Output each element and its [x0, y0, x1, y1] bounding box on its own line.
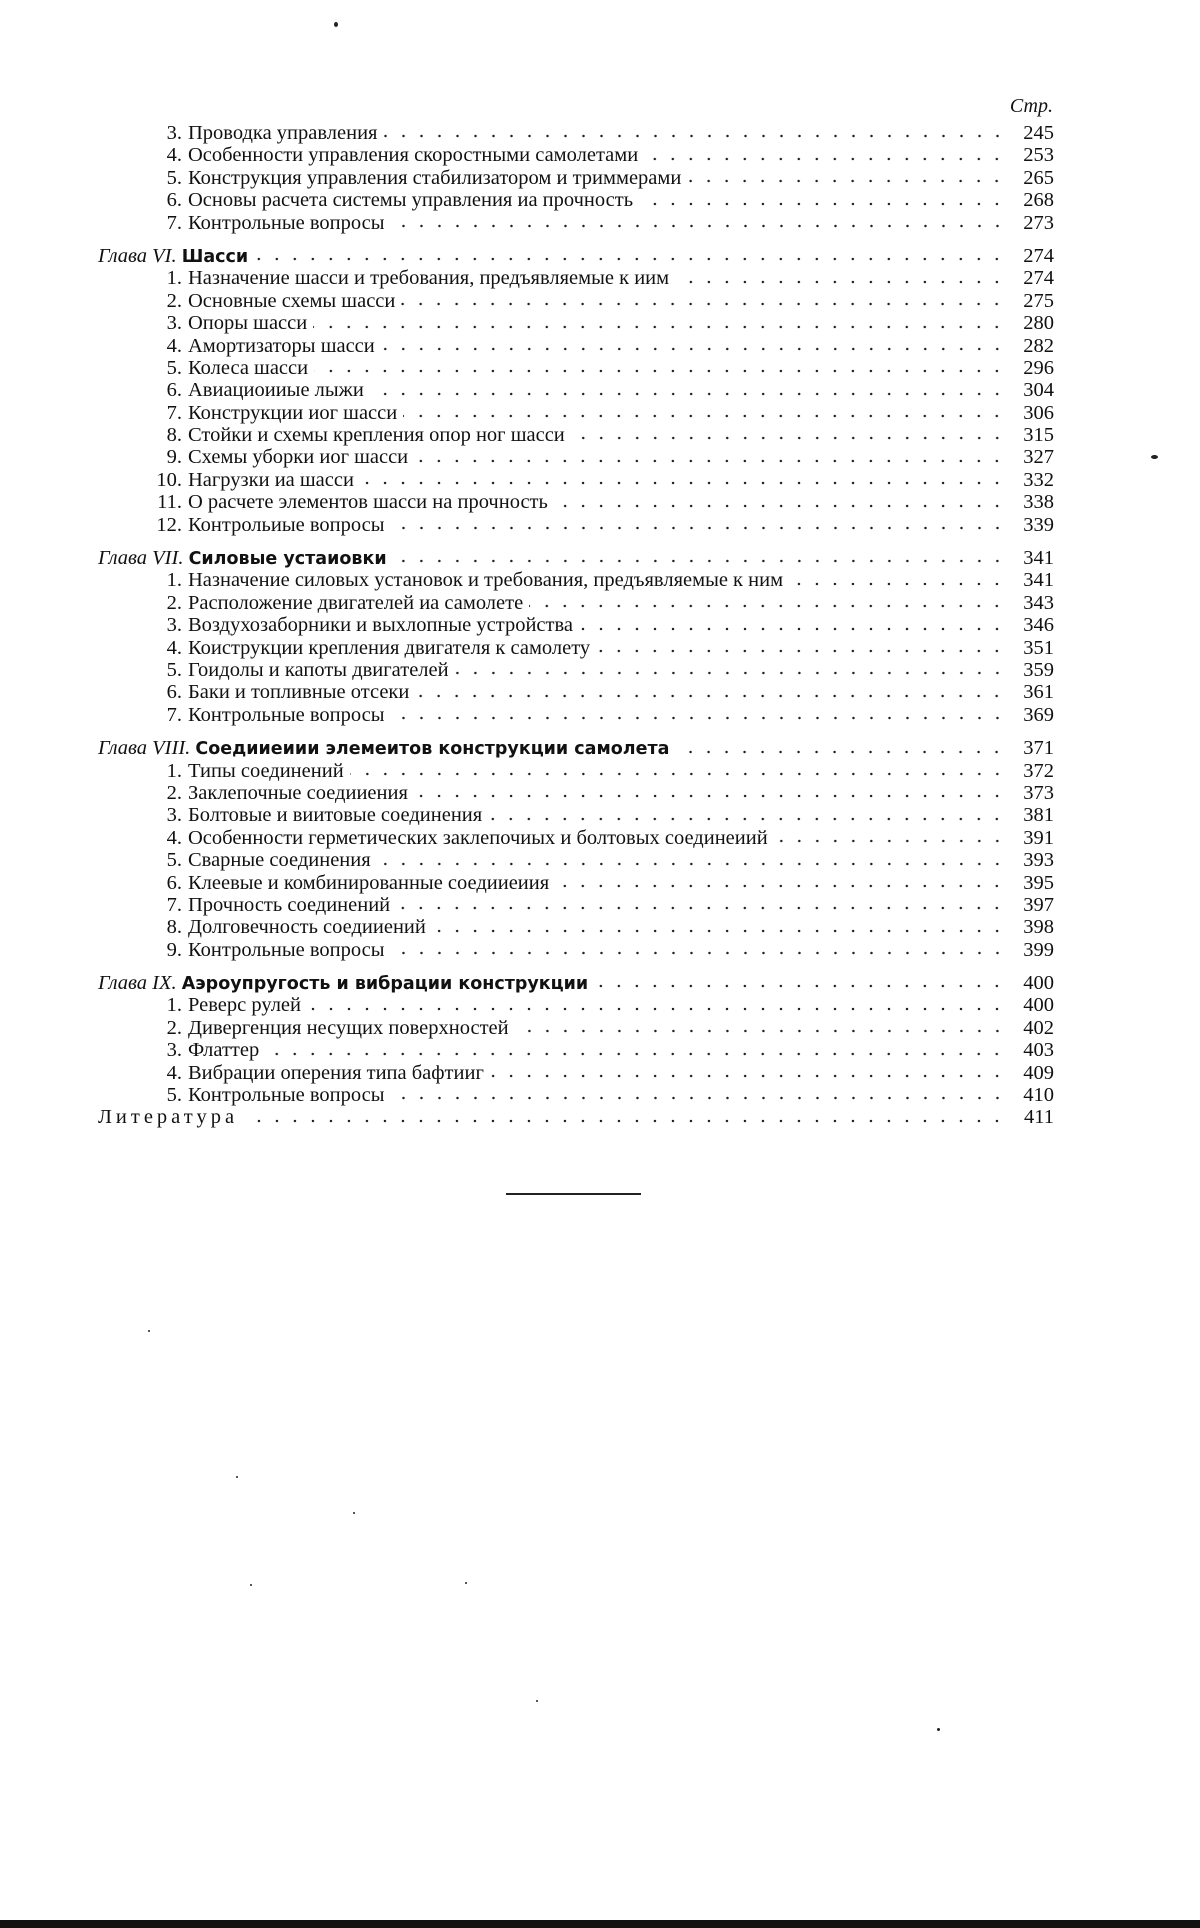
section-end-rule	[506, 1193, 641, 1195]
toc-entry-title: Расположение двигателей иа самолете	[188, 591, 524, 614]
toc-entry-number: 2.	[166, 289, 182, 312]
toc-title	[148, 122, 378, 144]
toc-entry-title: Схемы уборки иог шасси	[188, 446, 409, 469]
toc-title	[148, 491, 548, 513]
chapter-number: Глава VIII.	[98, 737, 191, 760]
dot-leader	[432, 928, 1006, 934]
toc-chapter-row	[98, 547, 1054, 569]
toc-entry-row	[98, 782, 1054, 804]
page-number: 341	[1023, 547, 1054, 570]
toc-entry-number: 5.	[166, 166, 182, 189]
toc-title	[148, 379, 364, 401]
toc-entry-title: Контрольные вопросы	[188, 211, 385, 234]
toc-entry-number: 7.	[166, 401, 182, 424]
dot-leader	[675, 279, 1006, 285]
toc-title	[148, 782, 408, 804]
page-number: 341	[1023, 569, 1054, 592]
dot-leader	[403, 413, 1006, 419]
toc-title	[148, 144, 638, 166]
toc-title	[148, 994, 301, 1016]
toc-entry-number: 1.	[166, 994, 182, 1017]
chapter-title: Шасси	[181, 246, 249, 267]
page-number: 253	[1023, 144, 1054, 167]
dot-leader	[307, 1006, 1006, 1012]
toc-chapter-row	[98, 245, 1054, 267]
toc-entry-title: Контрольные вопросы	[188, 938, 385, 961]
dot-leader	[391, 1095, 1006, 1101]
chapter-number: Глава VII.	[98, 547, 184, 570]
toc-entry-row	[98, 335, 1054, 357]
dot-leader	[391, 223, 1006, 229]
toc-entry-row	[98, 704, 1054, 726]
print-speck	[465, 1582, 467, 1584]
toc-entry-title: Основы расчета системы управления иа прочность	[188, 189, 634, 212]
toc-title	[98, 737, 669, 760]
toc-entry-row	[98, 592, 1054, 614]
toc-title	[148, 469, 354, 491]
dot-leader	[529, 603, 1006, 609]
dot-leader	[571, 435, 1006, 441]
toc-title	[148, 872, 549, 894]
toc-entry-title: Особенности герметических заклепочиых и болтовых соединеиий	[188, 826, 768, 849]
toc-entry-number: 3.	[166, 804, 182, 827]
toc-entry-title: О расчете элементов шасси на прочность	[188, 491, 548, 514]
toc-title	[148, 760, 344, 782]
toc-title	[98, 972, 588, 995]
toc-entry-number: 3.	[166, 614, 182, 637]
toc-title	[148, 916, 426, 938]
toc-entry-title: Дивергенция несущих поверхностей	[188, 1016, 509, 1039]
toc-entry-row	[98, 637, 1054, 659]
dot-leader	[350, 771, 1006, 777]
page-number: 339	[1023, 513, 1054, 536]
toc-entry-row	[98, 916, 1054, 938]
page-number: 397	[1023, 893, 1054, 916]
toc-title	[148, 290, 395, 312]
dot-leader	[594, 983, 1006, 989]
toc-title	[148, 335, 375, 357]
dot-leader	[360, 480, 1006, 486]
toc-entry-number: 6.	[166, 189, 182, 212]
toc-entry-title: Долговечность соедииений	[188, 916, 426, 939]
toc-entry-title: Нагрузки иа шасси	[188, 468, 354, 491]
toc-entry-row	[98, 994, 1054, 1016]
toc-title	[148, 312, 307, 334]
dot-leader	[244, 1118, 1006, 1124]
page-number: 343	[1023, 591, 1054, 614]
dot-leader	[490, 1073, 1006, 1079]
toc-entry-row	[98, 849, 1054, 871]
dot-leader	[789, 581, 1006, 587]
page-number: 273	[1023, 211, 1054, 234]
toc-entry-title: Контрольные вопросы	[188, 1084, 385, 1107]
toc-entry-title: Назначение шасси и требования, предъявляемые к иим	[188, 267, 670, 290]
toc-title	[148, 189, 633, 211]
dot-leader	[391, 525, 1006, 531]
page-number: 400	[1023, 994, 1054, 1017]
page-number: 327	[1023, 446, 1054, 469]
toc-title	[148, 357, 308, 379]
toc-entry-row	[98, 804, 1054, 826]
page-number: 402	[1023, 1016, 1054, 1039]
print-speck	[353, 1512, 355, 1514]
toc-entry-number: 2.	[166, 1016, 182, 1039]
page-number: 403	[1023, 1039, 1054, 1062]
dot-leader	[774, 838, 1006, 844]
toc-entry-row	[98, 872, 1054, 894]
toc-title	[148, 167, 681, 189]
toc-entry-title: Авиациоииые лыжи	[188, 379, 364, 402]
page-number: 373	[1023, 781, 1054, 804]
page-number: 275	[1023, 289, 1054, 312]
toc-entry-number: 4.	[166, 826, 182, 849]
toc-title	[98, 1106, 238, 1128]
chapter-number: Глава VI.	[98, 244, 177, 267]
toc-entry-title: Баки и топливные отсеки	[188, 681, 410, 704]
page-number: 411	[1024, 1106, 1054, 1129]
dot-leader	[415, 693, 1006, 699]
toc-entry-row	[98, 659, 1054, 681]
toc-title	[98, 245, 248, 268]
page-number: 372	[1023, 759, 1054, 782]
page-number: 399	[1023, 938, 1054, 961]
toc-title	[148, 659, 449, 681]
page-number: 280	[1023, 312, 1054, 335]
page-number: 361	[1023, 681, 1054, 704]
toc-entry-number: 6.	[166, 681, 182, 704]
dot-leader	[377, 861, 1006, 867]
toc-entry-title: Сварные соединения	[188, 849, 371, 872]
toc-entry-number: 6.	[166, 379, 182, 402]
page-number: 268	[1023, 189, 1054, 212]
toc-title	[148, 614, 573, 636]
toc-title	[148, 849, 371, 871]
toc-entry-number: 9.	[166, 938, 182, 961]
page-number: 346	[1023, 614, 1054, 637]
toc-entry-title: Флаттер	[188, 1039, 260, 1062]
page-number: 274	[1023, 267, 1054, 290]
toc-entry-title: Опоры шасси	[188, 312, 308, 335]
page-column-label: Стр.	[1009, 95, 1053, 117]
toc-entry-title: Болтовые и виитовые соединения	[188, 804, 483, 827]
page-number: 359	[1023, 658, 1054, 681]
toc-entry-number: 1.	[166, 759, 182, 782]
toc-entry-title: Клеевые и комбинированные соедииеиия	[188, 871, 550, 894]
chapter-number: Глава IX.	[98, 972, 177, 995]
toc-title	[148, 637, 590, 659]
toc-literature-row	[98, 1106, 1054, 1128]
table-of-contents	[98, 122, 1054, 1129]
toc-entry-title: Гоидолы и капоты двигателей	[188, 658, 449, 681]
dot-leader	[515, 1028, 1006, 1034]
dot-leader	[414, 793, 1006, 799]
toc-entry-number: 10.	[156, 468, 182, 491]
dot-leader	[384, 133, 1007, 139]
dot-leader	[313, 324, 1006, 330]
toc-entry-row	[98, 402, 1054, 424]
toc-title	[148, 827, 768, 849]
toc-entry-title: Прочность соединений	[188, 893, 391, 916]
toc-entry-row	[98, 569, 1054, 591]
print-speck	[148, 1330, 150, 1332]
toc-entry-title: Реверс рулей	[188, 994, 301, 1017]
toc-entry-number: 7.	[166, 703, 182, 726]
dot-leader	[675, 749, 1006, 755]
scan-bottom-edge	[0, 1920, 1200, 1928]
page-number: 398	[1023, 916, 1054, 939]
toc-entry-number: 1.	[166, 569, 182, 592]
toc-entry-number: 2.	[166, 781, 182, 804]
toc-entry-title: Амортизаторы шасси	[188, 334, 375, 357]
dot-leader	[554, 503, 1006, 509]
chapter-title: Силовые устаиовки	[188, 549, 387, 570]
page-number: 381	[1023, 804, 1054, 827]
toc-entry-title: Проводка управления	[188, 122, 378, 144]
toc-entry-row	[98, 1062, 1054, 1084]
toc-entry-title: Назначение силовых установок и требования, предъявляемые к ним	[188, 569, 784, 592]
toc-title	[148, 804, 482, 826]
dot-leader	[370, 391, 1006, 397]
toc-entry-row	[98, 939, 1054, 961]
page-number: 306	[1023, 401, 1054, 424]
toc-entry-number: 8.	[166, 916, 182, 939]
toc-entry-row	[98, 312, 1054, 334]
toc-entry-number: 5.	[166, 1084, 182, 1107]
dot-leader	[393, 558, 1006, 564]
toc-entry-row	[98, 469, 1054, 491]
dot-leader	[254, 256, 1006, 262]
dot-leader	[455, 670, 1006, 676]
toc-entry-row	[98, 1084, 1054, 1106]
toc-entry-title: Основные схемы шасси	[188, 289, 396, 312]
toc-entry-number: 9.	[166, 446, 182, 469]
page-number: 296	[1023, 356, 1054, 379]
toc-entry-title: Заклепочные соедииения	[188, 781, 408, 804]
page-number: 315	[1023, 424, 1054, 447]
page-number: 338	[1023, 491, 1054, 514]
toc-entry-row	[98, 894, 1054, 916]
toc-entry-row	[98, 827, 1054, 849]
toc-entry-title: Контрольиые вопросы	[188, 513, 385, 536]
page-number: 410	[1023, 1084, 1054, 1107]
toc-entry-row	[98, 212, 1054, 234]
page-number: 395	[1023, 871, 1054, 894]
toc-title	[148, 681, 409, 703]
toc-title	[148, 569, 783, 591]
toc-entry-row	[98, 446, 1054, 468]
page-number: 351	[1023, 636, 1054, 659]
page-number: 304	[1023, 379, 1054, 402]
print-speck	[1151, 455, 1158, 459]
toc-entry-row	[98, 424, 1054, 446]
toc-entry-number: 3.	[166, 122, 182, 144]
page-number: 245	[1023, 122, 1054, 144]
print-speck	[236, 1476, 238, 1478]
toc-title	[148, 402, 397, 424]
toc-entry-number: 4.	[166, 636, 182, 659]
toc-entry-row	[98, 144, 1054, 166]
page-number: 391	[1023, 826, 1054, 849]
toc-title	[148, 212, 385, 234]
toc-entry-number: 8.	[166, 424, 182, 447]
toc-chapter-row	[98, 972, 1054, 994]
toc-entry-row	[98, 681, 1054, 703]
dot-leader	[314, 368, 1006, 374]
toc-entry-number: 12.	[156, 513, 182, 536]
dot-leader	[644, 156, 1006, 162]
dot-leader	[639, 201, 1006, 207]
toc-entry-row	[98, 290, 1054, 312]
chapter-title: Аэроупругость и вибрации конструкции	[181, 974, 589, 995]
toc-entry-number: 6.	[166, 871, 182, 894]
toc-entry-row	[98, 167, 1054, 189]
print-speck	[536, 1700, 538, 1702]
print-speck	[250, 1584, 252, 1586]
page-number: 274	[1023, 244, 1054, 267]
dot-leader	[265, 1051, 1006, 1057]
toc-title	[148, 424, 565, 446]
toc-entry-number: 2.	[166, 591, 182, 614]
dot-leader	[687, 178, 1006, 184]
dot-leader	[579, 626, 1006, 632]
toc-entry-row	[98, 379, 1054, 401]
toc-entry-title: Конструкции иог шасси	[188, 401, 398, 424]
toc-entry-row	[98, 491, 1054, 513]
toc-entry-row	[98, 357, 1054, 379]
print-speck	[334, 22, 338, 27]
toc-entry-number: 3.	[166, 312, 182, 335]
page-number: 371	[1023, 737, 1054, 760]
toc-entry-title: Типы соединений	[188, 759, 344, 782]
toc-title	[148, 446, 408, 468]
toc-entry-row	[98, 760, 1054, 782]
toc-title	[148, 514, 385, 536]
toc-entry-number: 5.	[166, 658, 182, 681]
toc-entry-row	[98, 614, 1054, 636]
toc-entry-title: Стойки и схемы крепления опор ног шасси	[188, 424, 565, 447]
chapter-title: Соедииеиии элемеитов конструкции самолета	[195, 739, 670, 760]
toc-entry-title: Особенности управления скоростными самолетами	[188, 144, 639, 167]
page-number: 282	[1023, 334, 1054, 357]
toc-title	[148, 1017, 509, 1039]
toc-entry-number: 1.	[166, 267, 182, 290]
toc-entry-number: 5.	[166, 356, 182, 379]
toc-entry-number: 3.	[166, 1039, 182, 1062]
toc-title	[148, 267, 669, 289]
dot-leader	[414, 458, 1006, 464]
literature-title: Литература	[98, 1106, 239, 1129]
toc-entry-title: Конструкция управления стабилизатором и триммерами	[188, 166, 682, 189]
toc-title	[148, 704, 385, 726]
toc-entry-title: Контрольные вопросы	[188, 703, 385, 726]
toc-title	[98, 547, 387, 570]
toc-entry-row	[98, 514, 1054, 536]
toc-title	[148, 894, 390, 916]
toc-title	[148, 592, 523, 614]
toc-entry-title: Коиструкции крепления двигателя к самолету	[188, 636, 591, 659]
toc-entry-number: 4.	[166, 144, 182, 167]
print-speck	[937, 1728, 940, 1731]
toc-title	[148, 1084, 385, 1106]
page-number: 332	[1023, 468, 1054, 491]
toc-entry-number: 5.	[166, 849, 182, 872]
page-number: 369	[1023, 703, 1054, 726]
toc-entry-number: 11.	[157, 491, 182, 514]
toc-entry-row	[98, 1039, 1054, 1061]
toc-entry-number: 7.	[166, 893, 182, 916]
page-number: 393	[1023, 849, 1054, 872]
toc-entry-number: 7.	[166, 211, 182, 234]
dot-leader	[555, 883, 1006, 889]
dot-leader	[488, 816, 1006, 822]
toc-entry-title: Воздухозаборники и выхлопные устройства	[188, 614, 573, 637]
toc-title	[148, 1039, 259, 1061]
toc-entry-title: Колеса шасси	[188, 356, 309, 379]
dot-leader	[381, 346, 1006, 352]
page-number: 409	[1023, 1061, 1054, 1084]
dot-leader	[401, 301, 1006, 307]
dot-leader	[391, 715, 1006, 721]
toc-title	[148, 1062, 484, 1084]
page-number: 265	[1023, 166, 1054, 189]
toc-entry-row	[98, 189, 1054, 211]
toc-entry-number: 4.	[166, 1061, 182, 1084]
toc-entry-title: Вибрации оперения типа бафтииг	[188, 1061, 484, 1084]
dot-leader	[391, 950, 1006, 956]
toc-title	[148, 939, 385, 961]
toc-entry-number: 4.	[166, 334, 182, 357]
toc-chapter-row	[98, 737, 1054, 759]
dot-leader	[396, 905, 1006, 911]
toc-entry-row	[98, 267, 1054, 289]
page-number: 400	[1023, 972, 1054, 995]
toc-entry-row	[98, 1017, 1054, 1039]
dot-leader	[596, 648, 1006, 654]
toc-entry-row	[98, 122, 1054, 144]
